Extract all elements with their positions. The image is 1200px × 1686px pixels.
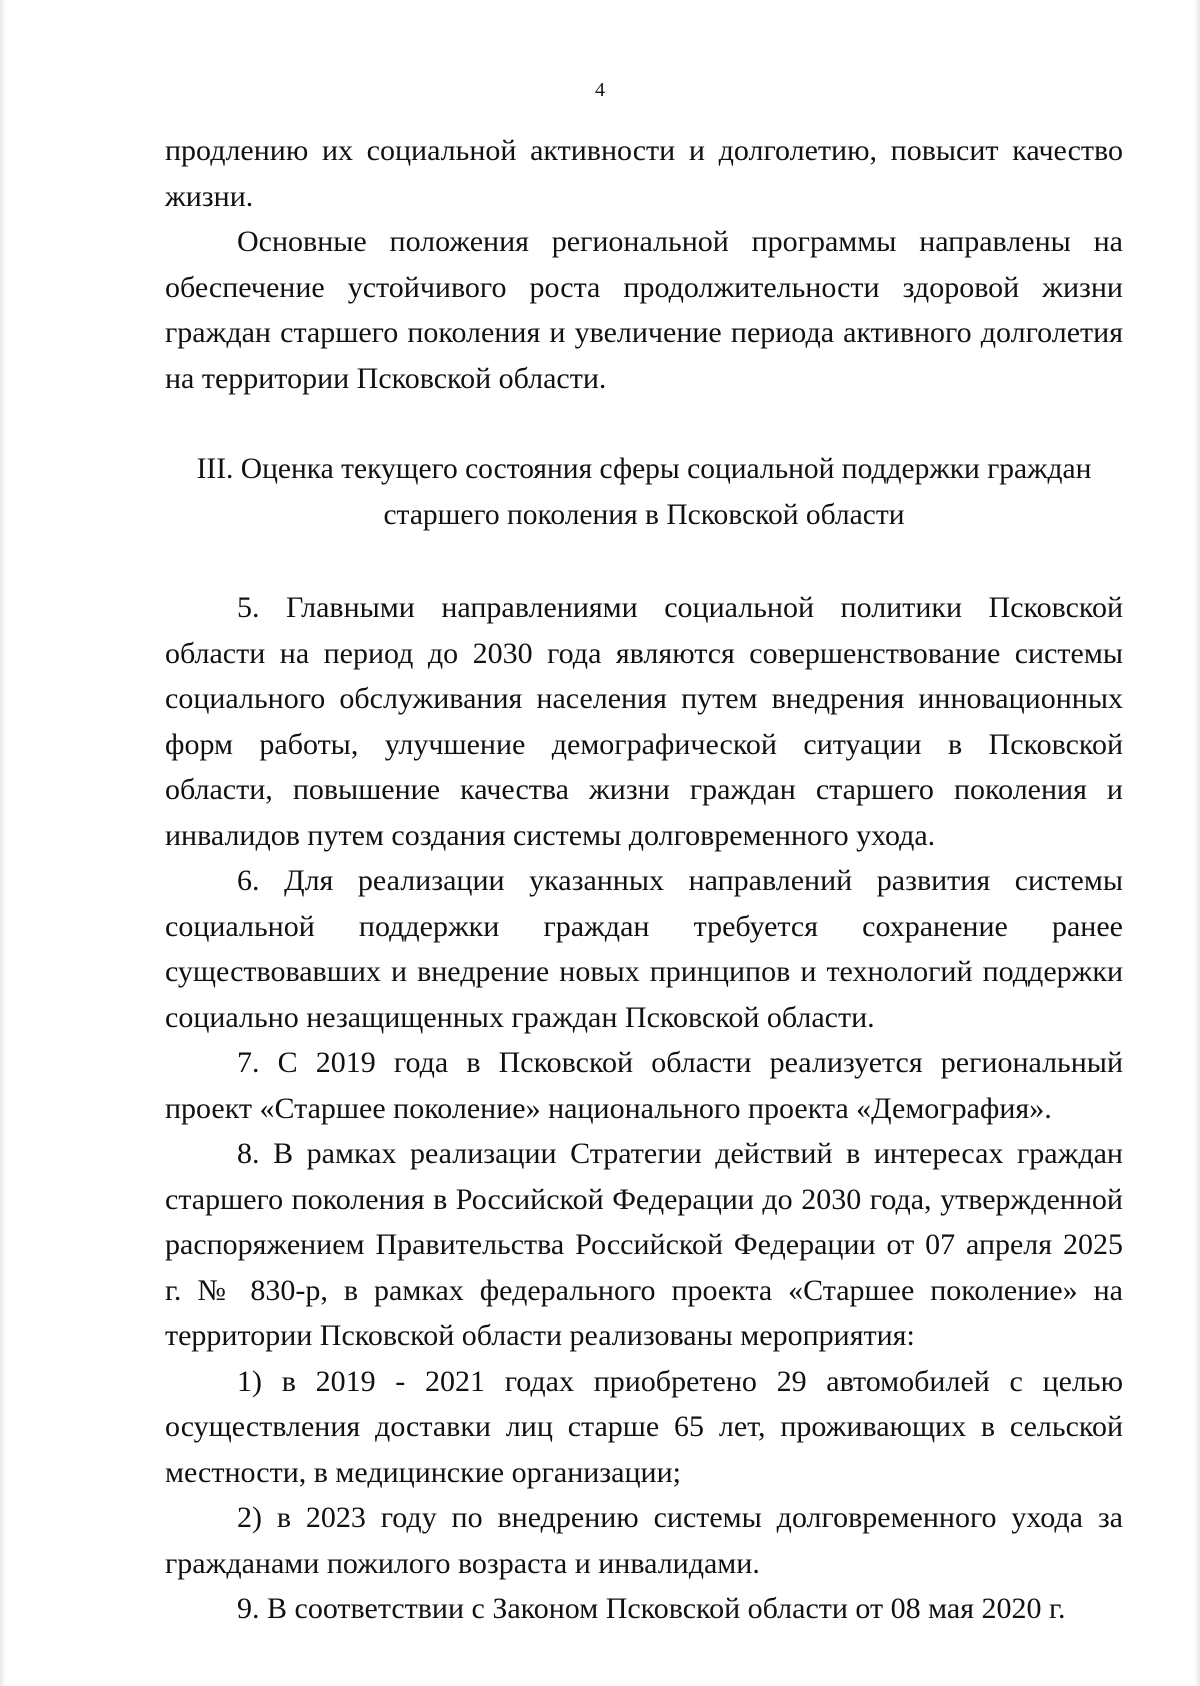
paragraph-item-5: 5. Главными направлениями социальной политики Псковской области на период до 2030 года являются совершенствование системы социального обслуживания населения путем внедрения инновационных форм работы, улучшение демографической ситуации в Псковской области, повышение качества жизни граждан старшего поколения и инвалидов путем создания системы долговременного ухода.	[165, 591, 1123, 852]
scan-left-edge	[0, 0, 6, 1686]
section-heading-line-1: III. Оценка текущего состояния сферы социальной поддержки граждан	[196, 453, 1092, 485]
section-heading	[165, 447, 1123, 538]
section-heading-line-2: старшего поколения в Псковской области	[383, 498, 905, 531]
paragraph-item-9: 9. В соответствии с Законом Псковской области от 08 мая 2020 г.	[237, 1592, 1066, 1625]
paragraph-continuation: продлению их социальной активности и долголетию, повысит качество жизни.	[165, 134, 1123, 213]
paragraph-program-goals: Основные положения региональной программы направлены на обеспечение устойчивого роста продолжительности здоровой жизни граждан старшего поколения и увеличение периода активного долголетия на территории Псковской области.	[165, 225, 1123, 395]
paragraph-subitem-2: 2) в 2023 году по внедрению системы долговременного ухода за гражданами пожилого возраста и инвалидами.	[165, 1501, 1123, 1580]
page-body	[165, 128, 1123, 1632]
paragraph-item-7: 7. С 2019 года в Псковской области реализуется региональный проект «Старшее поколение» национального проекта «Демография».	[165, 1046, 1123, 1125]
paragraph-subitem-1: 1) в 2019 - 2021 годах приобретено 29 автомобилей с целью осуществления доставки лиц старше 65 лет, проживающих в сельской местности, в медицинские организации;	[165, 1364, 1123, 1489]
paragraph-item-6: 6. Для реализации указанных направлений развития системы социальной поддержки граждан требуется сохранение ранее существовавших и внедрение новых принципов и технологий поддержки социально незащищенных граждан Псковской области.	[165, 864, 1123, 1034]
page-number: 4	[595, 79, 605, 101]
paragraph-item-8: 8. В рамках реализации Стратегии действий в интересах граждан старшего поколения в Российской Федерации до 2030 года, утвержденной распоряжением Правительства Российской Федерации от 07 апреля 2025 г. № 830-р, в рамках федерального проекта «Старшее поколение» на территории Псковской области реализованы мероприятия:	[165, 1137, 1123, 1352]
scan-right-edge	[1194, 0, 1200, 1686]
